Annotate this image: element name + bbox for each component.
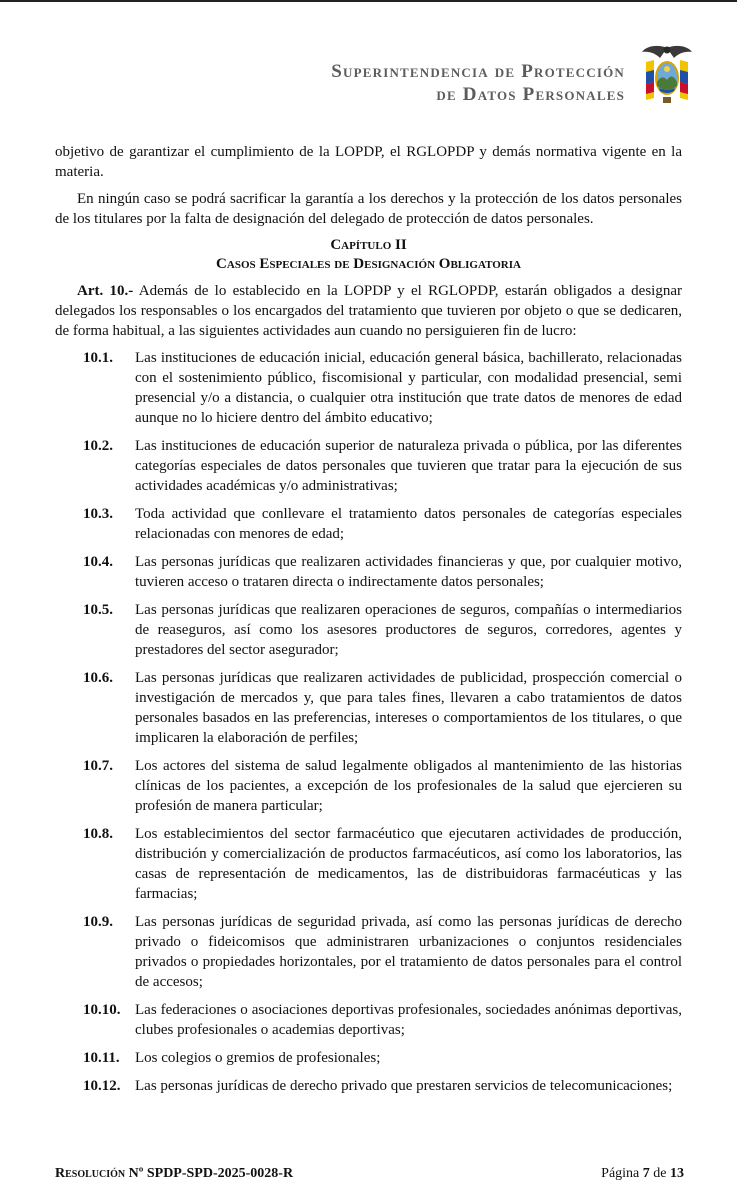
- institution-header: [331, 60, 625, 106]
- page-prefix: Página: [601, 1166, 640, 1181]
- top-border: [0, 0, 737, 2]
- header-line-1: Superintendencia de Protección: [331, 61, 625, 82]
- item-text: Las federaciones o asociaciones deportivas profesionales, sociedades anónimas deportivas, clubes profesionales o academias deportivas;: [135, 1002, 682, 1038]
- list-item: [55, 1000, 682, 1040]
- item-text: Las instituciones de educación inicial, educación general básica, bachillerato, relacionadas con el sostenimiento público, fiscomisional y particular, con modalidad presencial, semi presencial y/o a distancia, o cualquier otra institución que trate datos de menores de edad aunque no lo hiciere dentro del ámbito educativo;: [135, 350, 682, 426]
- list-item: [55, 668, 682, 748]
- item-text: Los colegios o gremios de profesionales;: [135, 1050, 381, 1066]
- list-item: [55, 552, 682, 592]
- item-number: 10.1.: [83, 350, 113, 366]
- list-item: [55, 348, 682, 428]
- page-separator: de: [653, 1166, 667, 1181]
- paragraph-1: objetivo de garantizar el cumplimiento de la LOPDP, el RGLOPDP y demás normativa vigente en la materia.: [55, 144, 682, 180]
- list-item: [55, 1076, 682, 1096]
- list-item: [55, 912, 682, 992]
- list-item: [55, 600, 682, 660]
- coat-of-arms-icon: [640, 42, 694, 106]
- item-number: 10.6.: [83, 670, 113, 686]
- item-text: Los establecimientos del sector farmacéutico que ejecutaren actividades de producción, distribución y comercialización de productos farmacéuticos, así como los laboratorios, las casas de representación de medicamentos, las de distribuidoras farmacéuticas y las farmacias;: [135, 826, 682, 902]
- page-current: 7: [642, 1166, 650, 1181]
- item-number: 10.2.: [83, 438, 113, 454]
- item-text: Las personas jurídicas que realizaren actividades de publicidad, prospección comercial o investigación de mercados y, que para tales fines, llevaren a cabo tratamientos de datos personales basados en las preferencias, intereses o comportamientos de los titulares, o que implicaren la elaboración de perfiles;: [135, 670, 682, 746]
- item-text: Toda actividad que conllevare el tratamiento datos personales de categorías especiales relacionadas con menores de edad;: [135, 506, 682, 542]
- item-number: 10.7.: [83, 758, 113, 774]
- item-number: 10.5.: [83, 602, 113, 618]
- list-item: [55, 504, 682, 544]
- chapter-title: Casos Especiales de Designación Obligatoria: [216, 256, 521, 272]
- list-item: [55, 756, 682, 816]
- item-number: 10.11.: [83, 1050, 120, 1066]
- item-number: 10.8.: [83, 826, 113, 842]
- item-text: Las personas jurídicas de seguridad privada, así como las personas jurídicas de derecho privado o fideicomisos que administraren urbanizaciones o conjuntos residenciales privados o propiedades horizontales, por el tratamiento de datos personales para el control de accesos;: [135, 914, 682, 990]
- page-total: 13: [670, 1166, 684, 1181]
- item-number: 10.12.: [83, 1078, 121, 1094]
- item-number: 10.9.: [83, 914, 113, 930]
- item-text: Las personas jurídicas que realizaren operaciones de seguros, compañías o intermediarios de reaseguros, así como los asesores productores de seguros, corredores, agentes y prestadores del sector asegurador;: [135, 602, 682, 658]
- item-text: Las personas jurídicas de derecho privado que prestaren servicios de telecomunicaciones;: [135, 1078, 673, 1094]
- resolution-number: Resolución Nº SPDP-SPD-2025-0028-R: [55, 1166, 294, 1181]
- article-label: Art. 10.-: [77, 283, 134, 299]
- list-item: [55, 824, 682, 904]
- list-item: [55, 436, 682, 496]
- item-number: 10.4.: [83, 554, 113, 570]
- chapter-heading: [55, 236, 682, 274]
- document-body: [55, 142, 682, 1104]
- article-text: Además de lo establecido en la LOPDP y el RGLOPDP, estarán obligados a designar delegados los responsables o los encargados del tratamiento que tuvieren por objeto o que se dedicaren, de forma habitual, a las siguientes actividades aun cuando no persiguieren fin de lucro:: [55, 283, 682, 339]
- item-text: Las personas jurídicas que realizaren actividades financieras y que, por cualquier motivo, tuvieren acceso o trataren directa o indirectamente datos personales;: [135, 554, 682, 590]
- item-number: 10.10.: [83, 1002, 121, 1018]
- article-10: [55, 281, 682, 341]
- page-indicator: [601, 1166, 684, 1182]
- chapter-number: Capítulo II: [330, 237, 407, 253]
- article-items-list: [55, 348, 682, 1096]
- list-item: [55, 1048, 682, 1068]
- header-line-2: de Datos Personales: [436, 84, 625, 105]
- paragraph-2: En ningún caso se podrá sacrificar la garantía a los derechos y la protección de los datos personales de los titulares por la falta de designación del delegado de protección de datos personales.: [55, 191, 682, 227]
- item-text: Las instituciones de educación superior de naturaleza privada o pública, por las diferentes categorías especiales de datos personales que tuvieren que tratar para la ejecución de sus actividades académicas y/o administrativas;: [135, 438, 682, 494]
- item-number: 10.3.: [83, 506, 113, 522]
- item-text: Los actores del sistema de salud legalmente obligados al mantenimiento de las historias clínicas de los pacientes, a excepción de los profesionales de la salud que ejercieren su profesión de manera particular;: [135, 758, 682, 814]
